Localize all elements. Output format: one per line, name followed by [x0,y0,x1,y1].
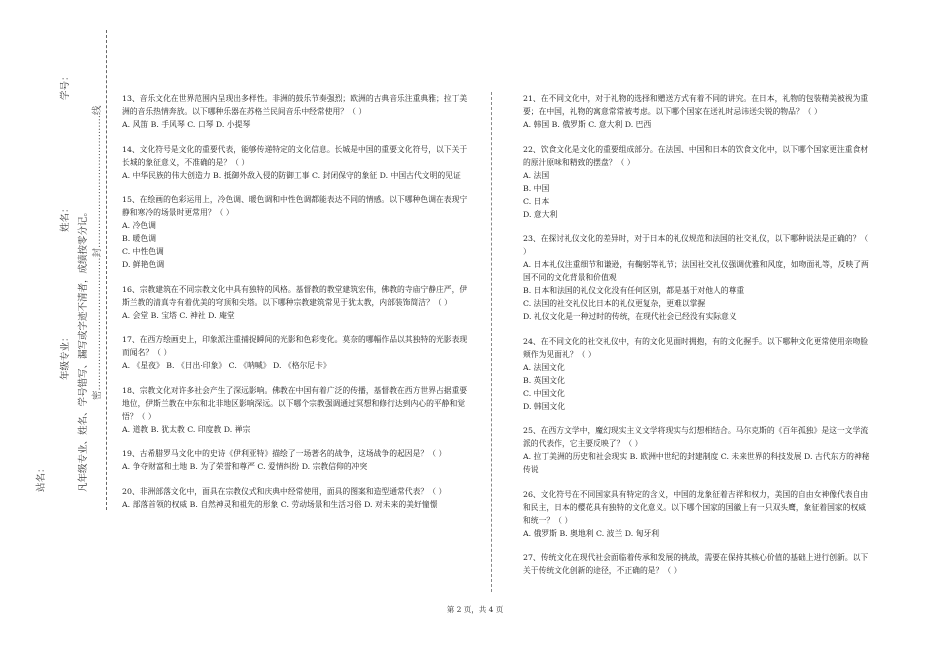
question-option: D. 礼仪文化是一种过时的传统，在现代社会已经没有实际意义 [523,312,737,321]
question-item [122,193,469,271]
question-option: B. 日本和法国的礼仪文化没有任何区别，都是基于对他人的尊重 [523,286,745,295]
question-stem: 23、在探讨礼仪文化的差异时，对于日本的礼仪规范和法国的社交礼仪，以下哪种说法是正确的？（ ） [523,234,869,256]
question-option: A. 日本礼仪注重细节和谦逊，有鞠躬等礼节；法国社交礼仪强调优雅和风度，如吻面礼等，反映了两国不同的文化背景和价值观 [523,260,869,282]
question-item [523,488,870,540]
question-item [523,551,870,577]
question-stem: 22、饮食文化是文化的重要组成部分。在法国、中国和日本的饮食文化中，以下哪个国家更注重食材的原汁原味和精致的摆盘？（ ） [523,144,869,167]
seal-line-text: 密……………………………………封……………………………………线 [92,105,103,400]
school-label: 站名： [36,463,47,492]
question-stem: 24、在不同文化的社交礼仪中，有的文化见面时拥抱，有的文化握手。以下哪种文化更常使用亲吻脸颊作为见面礼？（ ） [523,336,869,359]
left-column [122,92,469,522]
name-label: 姓名： [60,203,71,232]
right-column [523,92,870,589]
question-item [122,283,469,322]
question-stem: 25、在西方文学中，魔幻现实主义文学将现实与幻想相结合。马尔克斯的《百年孤独》是这一文学流派的代表作，它主要反映了？（ ） [523,426,869,448]
question-item [523,232,870,323]
question-option: C. 中性色调 [122,247,164,256]
question-option: C. 日本 [523,196,550,206]
question-stem: 18、宗教文化对许多社会产生了深远影响。佛教在中国有着广泛的传播，基督教在西方世界占据重要地位，伊斯兰教在中东和北非地区影响深远。以下哪个宗教强调通过冥想和修行达到内心的平静和觉悟？（ ） [122,385,468,421]
question-option: B. 暖色调 [122,234,157,243]
question-stem: 27、传统文化在现代社会面临着传承和发展的挑战，需要在保持其核心价值的基础上进行创新。以下关于传统文化创新的途径，不正确的是？（ ） [523,553,869,575]
question-stem: 17、在西方绘画史上，印象派注重捕捉瞬间的光影和色彩变化。莫奈的哪幅作品以其独特的光影表现而闻名？（ ） [122,335,468,357]
question-option: B. 中国 [523,183,550,193]
question-option: A. 法国文化 [523,362,565,372]
column-divider [491,92,492,592]
question-item [523,143,870,221]
question-item [523,92,870,131]
question-option: A. 冷色调 [122,221,156,230]
page-number: 第 2 页，共 4 页 [446,605,504,614]
question-item [122,333,469,372]
seal-dashed-line [106,30,107,510]
question-option: A. 俄罗斯 B. 奥地利 C. 波兰 D. 匈牙利 [523,528,660,538]
question-option: A. 中华民族的伟大创造力 B. 抵御外敌入侵的防御工事 C. 封闭保守的象征 D. 中国古代文明的见证 [122,170,461,180]
question-item [523,424,870,476]
class-label: 年级专业： [60,332,71,380]
student-id-label: 学号： [60,71,71,100]
binding-margin [0,0,110,672]
question-stem: 15、在绘画的色彩运用上，冷色调、暖色调和中性色调都能表达不同的情感。以下哪种色调在表现宁静和寒冷的场景时更常用？（ ） [122,195,468,217]
question-stem: 21、在不同文化中，对于礼物的选择和赠送方式有着不同的讲究。在日本，礼物的包装精美被视为重要；在中国，礼物的寓意常常被考虑。以下哪个国家在送礼时忌讳送尖锐的物品？（ ） [523,94,869,116]
question-option: C. 中国文化 [523,388,565,398]
question-stem: 20、非洲部落文化中，面具在宗教仪式和庆典中经常使用，面具的图案和造型通常代表？（ ） [122,486,447,496]
question-stem: 14、文化符号是文化的重要代表，能够传递特定的文化信息。长城是中国的重要文化符号，以下关于长城的象征意义，不准确的是？（ ） [122,144,468,167]
question-option: B. 英国文化 [523,375,565,385]
question-stem: 13、音乐文化在世界范围内呈现出多样性。非洲的鼓乐节奏强烈；欧洲的古典音乐注重典雅；拉丁美洲的音乐热情奔放。以下哪种乐器在苏格兰民间音乐中经常使用？（ ） [122,94,468,116]
question-item [122,92,469,131]
question-option: A. 《星夜》 B. 《日出·印象》 C. 《呐喊》 D. 《格尔尼卡》 [122,361,331,370]
question-option: A. 韩国 B. 俄罗斯 C. 意大利 D. 巴西 [523,120,652,129]
question-item [122,384,469,436]
question-option: A. 部落首领的权威 B. 自然神灵和祖先的形象 C. 劳动场景和生活习俗 D. 对未来的美好憧憬 [122,499,438,509]
question-option: D. 韩国文化 [523,401,566,411]
question-item [523,335,870,413]
question-stem: 26、文化符号在不同国家具有特定的含义，中国的龙象征着吉祥和权力，美国的自由女神像代表自由和民主，日本的樱花具有独特的文化意义。以下哪个国家的国徽上有一只双头鹰，象征着国家的权威和统一？（ ） [523,489,869,525]
question-item [122,143,469,182]
question-stem: 16、宗教建筑在不同宗教文化中具有独特的风格。基督教的教堂建筑宏伟，佛教的寺庙宁静庄严，伊斯兰教的清真寺有着优美的穹顶和尖塔。以下哪种宗教建筑常见于犹太教，内部装饰简洁？（ ） [122,284,468,307]
question-option: A. 道教 B. 犹太教 C. 印度教 D. 禅宗 [122,424,251,434]
question-option: A. 风笛 B. 手风琴 C. 口琴 D. 小提琴 [122,120,251,129]
question-option: C. 法国的社交礼仪比日本的礼仪更复杂，更难以掌握 [523,299,706,308]
question-option: D. 鲜艳色调 [122,260,165,269]
question-option: A. 法国 [523,170,550,180]
question-item [122,447,469,473]
question-option: A. 拉丁美洲的历史和社会现实 B. 欧洲中世纪的封建制度 C. 未来世界的科技发展 D. 古代东方的神秘传说 [523,452,870,474]
question-option: A. 争夺财富和土地 B. 为了荣誉和尊严 C. 爱情纠纷 D. 宗教信仰的冲突 [122,462,368,471]
question-option: A. 会堂 B. 宝塔 C. 神社 D. 庵堂 [122,310,235,320]
exam-warning: 凡年级专业、姓名、学号错写、漏写或字迹不清者，成绩按零分记。 [78,206,89,492]
question-stem: 19、古希腊罗马文化中的史诗《伊利亚特》描绘了一场著名的战争，这场战争的起因是？（ ） [122,449,447,458]
question-item [122,485,469,511]
question-option: D. 意大利 [523,209,558,219]
